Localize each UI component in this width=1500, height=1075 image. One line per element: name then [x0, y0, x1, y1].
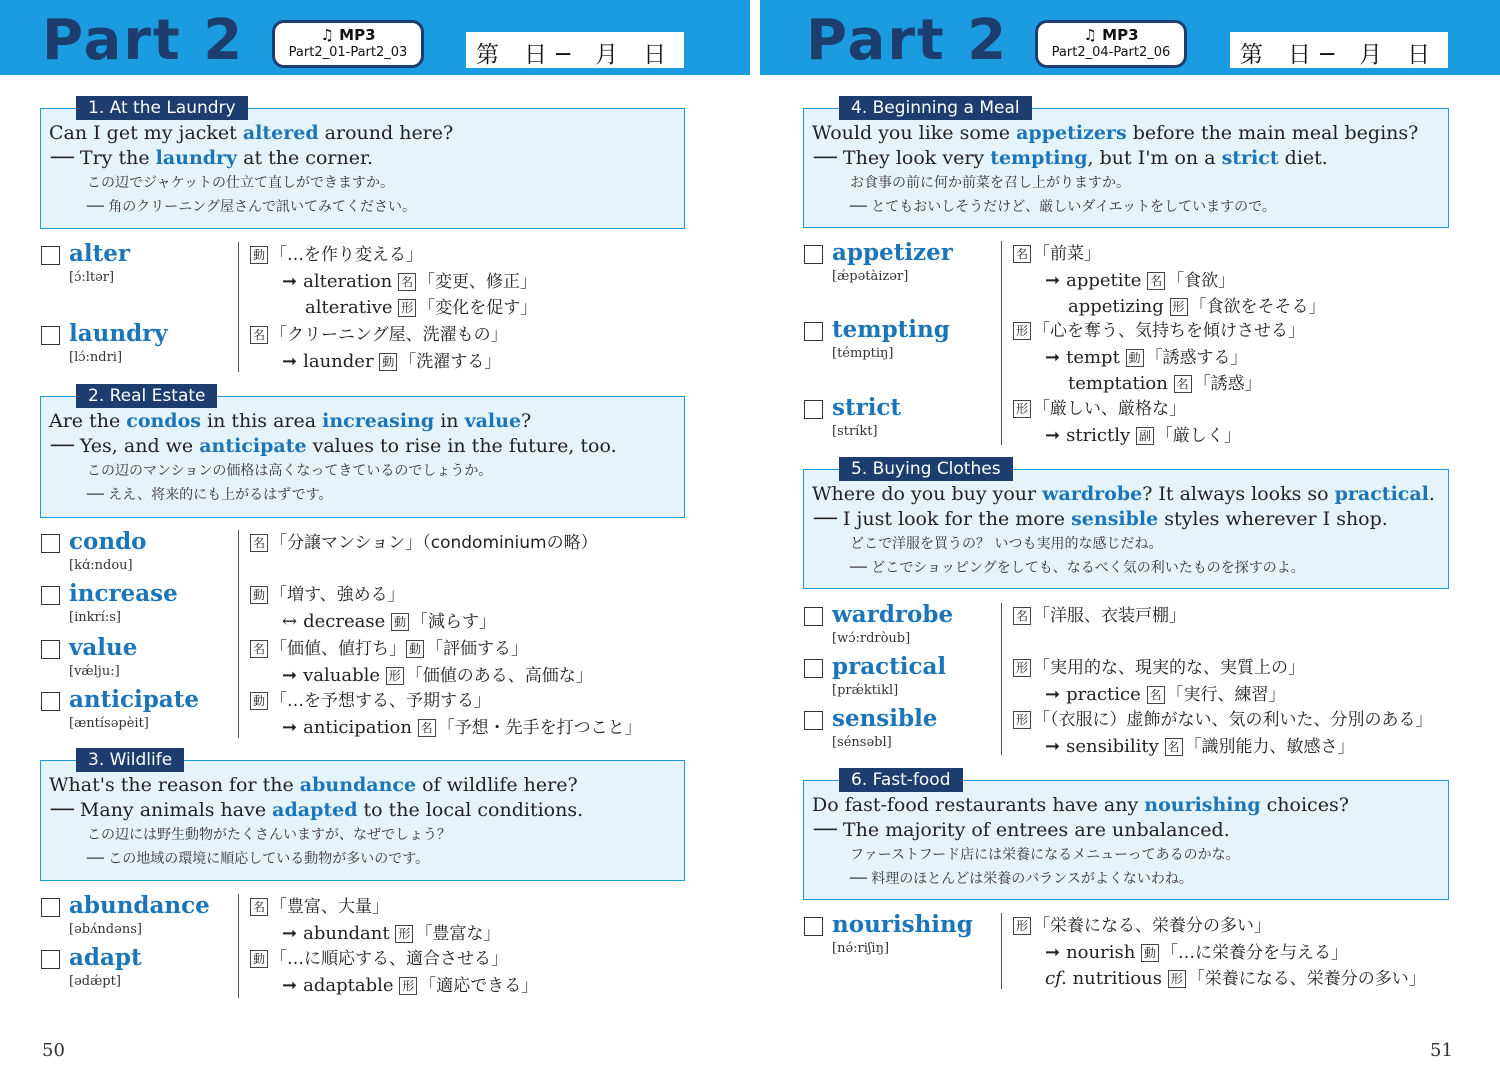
- definition-line: [1013, 734, 1433, 761]
- vocab-word: alter: [69, 240, 131, 267]
- arrow-icon: ↔: [282, 610, 298, 632]
- definition-line: [250, 973, 538, 1000]
- vocab-word: nourishing: [832, 911, 973, 938]
- definition-line: [250, 663, 593, 690]
- definition-line: [1013, 423, 1241, 450]
- dialogue-box: [803, 780, 1449, 900]
- text-segment: ? It always looks so: [1142, 483, 1335, 505]
- definition-line: [250, 530, 598, 557]
- pos-badge: 名: [398, 273, 416, 291]
- pronunciation: [sénsəbl]: [832, 735, 892, 750]
- pronunciation: [nə́:riʃiŋ]: [832, 941, 890, 956]
- checkbox[interactable]: [41, 534, 60, 553]
- pronunciation: [ǽpətàizər]: [832, 269, 909, 284]
- vocab-word: wardrobe: [832, 601, 954, 628]
- pos-badge: 動: [1126, 349, 1144, 367]
- dialogue-question: [812, 793, 1440, 818]
- pos-badge: 名: [1174, 375, 1192, 393]
- meaning-jp: 「…を作り変える」: [270, 245, 423, 265]
- pronunciation: [prǽktikl]: [832, 683, 899, 698]
- pos-badge: 名: [418, 719, 436, 737]
- keyword: strict: [1221, 147, 1279, 169]
- pos-badge: 動: [250, 586, 268, 604]
- definitions: [250, 242, 537, 322]
- dialogue-answer-jp: ── この地域の環境に順応している動物が多いのです。: [87, 851, 430, 867]
- definitions: [250, 582, 496, 635]
- pronunciation: [vǽlju:]: [69, 664, 120, 679]
- checkbox[interactable]: [804, 917, 823, 936]
- vocab-word: sensible: [832, 705, 938, 732]
- text-segment: values to rise in the future, too.: [306, 435, 617, 457]
- dialogue-box: [40, 108, 685, 229]
- arrow-icon: ➞: [1045, 683, 1061, 705]
- definition-line: [1013, 966, 1426, 993]
- part-title: Part 2: [806, 8, 1009, 73]
- mp3-label: ♫ MP3: [320, 26, 376, 44]
- keyword: appetizers: [1016, 122, 1127, 144]
- vocab-word: strict: [832, 394, 902, 421]
- pronunciation: [wɔ́:rdròub]: [832, 631, 911, 646]
- meaning-jp: 「誘惑」: [1193, 374, 1262, 394]
- checkbox[interactable]: [804, 245, 823, 264]
- keyword: laundry: [155, 147, 238, 169]
- text-segment: ── The majority of entrees are unbalanced.: [814, 819, 1230, 841]
- meaning-jp: 「変更、修正」: [417, 271, 537, 292]
- text-segment: , but I'm on a: [1087, 147, 1222, 169]
- definition-line: [1013, 655, 1305, 682]
- text-segment: .: [1428, 483, 1435, 505]
- meaning-jp: 「クリーニング屋、洗濯もの」: [270, 325, 508, 345]
- section-title: 5. Buying Clothes: [839, 457, 1013, 481]
- pronunciation: [ɔ́:ltər]: [69, 270, 115, 285]
- dialogue-answer-jp: ── どこでショッピングをしても、なるべく気の利いたものを探すのよ。: [850, 560, 1305, 576]
- pos-badge: 名: [250, 640, 268, 658]
- definition-line: [250, 322, 508, 349]
- related-word: appetizing: [1068, 296, 1164, 317]
- dialogue-answer: [812, 146, 1440, 171]
- meaning-jp: 「実行、練習」: [1166, 684, 1286, 705]
- definition-line: [250, 295, 537, 322]
- meaning-jp: 「豊富な」: [415, 923, 501, 944]
- pronunciation: [æntísəpèit]: [69, 716, 149, 731]
- text-segment: Can I get my jacket: [49, 122, 243, 144]
- text-segment: ── They look very: [814, 147, 991, 169]
- meaning-jp: 「価値のある、高価な」: [405, 665, 593, 686]
- checkbox[interactable]: [41, 586, 60, 605]
- related-word: decrease: [303, 610, 386, 632]
- meaning-jp: 「…に栄養分を与える」: [1161, 942, 1349, 963]
- text-segment: Where do you buy your: [812, 483, 1043, 505]
- related-word: launder: [303, 350, 374, 372]
- dialogue-answer-jp: ── 角のクリーニング屋さんで訊いてみてください。: [87, 199, 417, 215]
- arrow-icon: ➞: [1045, 424, 1061, 446]
- vocab-word: appetizer: [832, 239, 953, 266]
- meaning-jp: 「増す、強める」: [270, 585, 405, 605]
- pronunciation: [ədǽpt]: [69, 974, 121, 989]
- checkbox[interactable]: [41, 326, 60, 345]
- arrow-icon: ➞: [1045, 269, 1061, 291]
- vocab-word: tempting: [832, 316, 950, 343]
- definitions: [1013, 396, 1241, 449]
- related-word: sensibility: [1066, 735, 1159, 757]
- dialogue-question: [49, 773, 676, 798]
- text-segment: before the main meal begins?: [1126, 122, 1419, 144]
- section-title: 1. At the Laundry: [76, 96, 248, 120]
- pos-badge: 名: [1013, 607, 1031, 625]
- checkbox[interactable]: [804, 322, 823, 341]
- text-segment: around here?: [318, 122, 454, 144]
- dialogue-question: [812, 482, 1440, 507]
- related-word: alteration: [303, 270, 393, 292]
- definitions: [1013, 318, 1305, 398]
- pos-badge: 名: [1147, 686, 1165, 704]
- pos-badge: 形: [395, 925, 413, 943]
- text-segment: styles wherever I shop.: [1158, 508, 1388, 530]
- arrow-icon: ➞: [1045, 941, 1061, 963]
- divider: [1001, 913, 1002, 989]
- text-segment: at the corner.: [237, 147, 373, 169]
- dialogue-question-jp: どこで洋服を買うの？ いつも実用的な感じだね。: [850, 536, 1163, 552]
- divider: [238, 894, 239, 998]
- meaning-jp: 「栄養になる、栄養分の多い」: [1033, 916, 1271, 936]
- dialogue-answer: [49, 434, 676, 459]
- definition-line: [250, 688, 642, 715]
- definition-line: [250, 894, 500, 921]
- pos-badge: 名: [1013, 245, 1031, 263]
- keyword: practical: [1334, 483, 1429, 505]
- definition-line: [250, 715, 642, 742]
- definition-line: [250, 946, 538, 973]
- mp3-tracks: Part2_04-Part2_06: [1051, 45, 1171, 60]
- meaning-jp: 「前菜」: [1033, 244, 1101, 264]
- dialogue-answer-jp: ── 料理のほとんどは栄養のバランスがよくないわね。: [850, 871, 1193, 887]
- section-title: 6. Fast-food: [839, 768, 963, 792]
- arrow-icon: ➞: [1045, 346, 1061, 368]
- section-title: 3. Wildlife: [76, 748, 184, 772]
- arrow-icon: ➞: [1045, 735, 1061, 757]
- divider: [238, 242, 239, 372]
- keyword: abundance: [299, 774, 417, 796]
- text-segment: to the local conditions.: [357, 799, 584, 821]
- pos-badge: 名: [250, 326, 268, 344]
- keyword: anticipate: [199, 435, 307, 457]
- date-field[interactable]: 第 日 ─ 月 日: [466, 32, 684, 68]
- dialogue-question-jp: この辺には野生動物がたくさんいますが、なぜでしょう？: [87, 827, 451, 843]
- mp3-badge: [1035, 20, 1187, 68]
- text-segment: choices?: [1260, 794, 1349, 816]
- pos-badge: 形: [1013, 711, 1031, 729]
- dialogue-box: [803, 469, 1449, 589]
- related-word: adaptable: [303, 974, 394, 996]
- checkbox[interactable]: [41, 246, 60, 265]
- pos-badge: 形: [1013, 322, 1031, 340]
- related-word: tempt: [1066, 346, 1120, 368]
- pos-badge: 名: [1147, 272, 1165, 290]
- definitions: [250, 688, 642, 741]
- text-segment: ── I just look for the more: [814, 508, 1072, 530]
- checkbox[interactable]: [804, 607, 823, 626]
- pos-badge: 形: [1170, 298, 1188, 316]
- page-header: [0, 0, 750, 75]
- text-segment: What's the reason for the: [49, 774, 300, 796]
- dialogue-question-jp: この辺でジャケットの仕立て直しができますか。: [87, 175, 395, 191]
- meaning-jp: 「…を予想する、予期する」: [270, 691, 491, 711]
- meaning-jp: 「厳しい、厳格な」: [1033, 399, 1186, 419]
- related-word: valuable: [303, 664, 381, 686]
- checkbox[interactable]: [41, 692, 60, 711]
- keyword: condos: [126, 410, 201, 432]
- mp3-badge: [272, 20, 424, 68]
- text-segment: in this area: [200, 410, 323, 432]
- definition-line: [1013, 318, 1305, 345]
- definition-line: [250, 242, 537, 269]
- keyword: increasing: [322, 410, 435, 432]
- dialogue-box: [40, 396, 685, 518]
- meaning-jp: 「評価する」: [426, 639, 528, 659]
- dialogue-answer: [49, 798, 676, 823]
- meaning-jp: 「価値、値打ち」: [270, 639, 406, 659]
- pos-badge: 名: [250, 534, 268, 552]
- related-word: anticipation: [303, 716, 412, 738]
- definition-line: [250, 582, 496, 609]
- pos-badge: 動: [250, 950, 268, 968]
- meaning-jp: 「減らす」: [410, 611, 496, 632]
- page-header: [760, 0, 1500, 75]
- related-word: abundant: [303, 922, 390, 944]
- arrow-icon: ➞: [282, 922, 298, 944]
- arrow-icon: ➞: [282, 270, 298, 292]
- pos-badge: 副: [1136, 427, 1154, 445]
- section-title: 2. Real Estate: [76, 384, 217, 408]
- definitions: [250, 894, 500, 947]
- pronunciation: [inkrí:s]: [69, 610, 121, 625]
- dialogue-answer: [812, 818, 1440, 843]
- vocab-word: anticipate: [69, 686, 199, 713]
- dialogue-question: [49, 121, 676, 146]
- definition-line: [250, 921, 500, 948]
- meaning-jp: 「心を奪う、気持ちを傾けさせる」: [1033, 321, 1305, 341]
- divider: [1001, 603, 1002, 755]
- pos-badge: 名: [250, 898, 268, 916]
- definition-line: [250, 636, 593, 663]
- arrow-icon: ➞: [282, 716, 298, 738]
- related-word: practice: [1066, 683, 1141, 705]
- checkbox[interactable]: [804, 659, 823, 678]
- definitions: [1013, 603, 1186, 630]
- vocab-word: value: [69, 634, 138, 661]
- definitions: [1013, 707, 1433, 760]
- divider: [238, 530, 239, 738]
- pos-badge: 形: [398, 299, 416, 317]
- definition-line: [1013, 940, 1426, 967]
- pos-badge: 動: [379, 353, 397, 371]
- part-title: Part 2: [42, 8, 245, 73]
- pos-badge: 動: [406, 640, 424, 658]
- definition-line: [1013, 371, 1305, 398]
- vocab-word: practical: [832, 653, 947, 680]
- vocab-word: increase: [69, 580, 178, 607]
- related-word: temptation: [1068, 373, 1168, 394]
- definitions: [250, 946, 538, 999]
- meaning-jp: 「洗濯する」: [399, 351, 502, 372]
- meaning-jp: 「洋服、衣装戸棚」: [1033, 606, 1186, 626]
- arrow-icon: ➞: [282, 974, 298, 996]
- text-segment: in: [434, 410, 465, 432]
- definition-line: [250, 609, 496, 636]
- text-segment: diet.: [1278, 147, 1328, 169]
- pos-badge: 形: [1013, 659, 1031, 677]
- meaning-jp: 「変化を促す」: [418, 298, 538, 318]
- arrow-icon: ➞: [282, 664, 298, 686]
- definitions: [1013, 913, 1426, 993]
- definition-line: [1013, 268, 1326, 295]
- meaning-jp: 「予想・先手を打つこと」: [437, 717, 642, 738]
- definitions: [1013, 655, 1305, 708]
- pos-badge: 名: [1165, 738, 1183, 756]
- vocab-word: condo: [69, 528, 147, 555]
- definition-line: [1013, 707, 1433, 734]
- vocab-word: abundance: [69, 892, 210, 919]
- meaning-jp: 「豊富、大量」: [270, 897, 389, 917]
- meaning-jp: 「識別能力、敏感さ」: [1184, 736, 1355, 757]
- keyword: altered: [242, 122, 319, 144]
- dialogue-question: [49, 409, 676, 434]
- definition-line: [250, 269, 537, 296]
- keyword: value: [464, 410, 522, 432]
- mp3-tracks: Part2_01-Part2_03: [288, 45, 408, 60]
- definition-line: [1013, 913, 1426, 940]
- related-word: alterative: [305, 297, 393, 318]
- related-word: nutritious: [1072, 968, 1162, 989]
- divider: [1001, 241, 1002, 445]
- related-word: appetite: [1066, 269, 1142, 291]
- meaning-jp: 「（衣服に）虚飾がない、気の利いた、分別のある」: [1033, 710, 1433, 730]
- dialogue-question-jp: お食事の前に何か前菜を召し上がりますか。: [850, 175, 1130, 191]
- definition-line: [250, 349, 508, 376]
- dialogue-answer: [812, 507, 1440, 532]
- text-segment: ── Many animals have: [51, 799, 273, 821]
- definition-line: [1013, 345, 1305, 372]
- definition-line: [1013, 396, 1241, 423]
- meaning-jp: 「誘惑する」: [1145, 347, 1248, 368]
- keyword: adapted: [272, 799, 358, 821]
- page-number: 50: [42, 1040, 65, 1061]
- pos-badge: 形: [1013, 400, 1031, 418]
- checkbox[interactable]: [804, 711, 823, 730]
- definitions: [250, 636, 593, 689]
- checkbox[interactable]: [41, 898, 60, 917]
- dialogue-question-jp: ファーストフード店には栄養になるメニューってあるのかな。: [850, 847, 1240, 863]
- pos-badge: 動: [391, 613, 409, 631]
- pronunciation: [kɑ́:ndou]: [69, 558, 133, 573]
- pronunciation: [stríkt]: [832, 424, 878, 439]
- meaning-jp: 「分譲マンション」（condominiumの略）: [270, 533, 598, 553]
- dialogue-answer: [49, 146, 676, 171]
- definition-line: [1013, 294, 1326, 321]
- pos-badge: 形: [1168, 970, 1186, 988]
- meaning-jp: 「…に順応する、適合させる」: [270, 949, 508, 969]
- meaning-jp: 「実用的な、現実的な、実質上の」: [1033, 658, 1305, 678]
- definition-line: [1013, 603, 1186, 630]
- pos-badge: 動: [250, 246, 268, 264]
- text-segment: of wildlife here?: [416, 774, 578, 796]
- definitions: [250, 530, 598, 557]
- dialogue-box: [40, 760, 685, 881]
- pronunciation: [lɔ́:ndri]: [69, 350, 123, 365]
- related-word: nourish: [1066, 941, 1136, 963]
- pronunciation: [əbʌ́ndəns]: [69, 922, 142, 937]
- pos-badge: 形: [386, 667, 404, 685]
- page-number: 51: [1430, 1040, 1453, 1061]
- definitions: [1013, 241, 1326, 321]
- pronunciation: [témptiŋ]: [832, 346, 894, 361]
- vocab-word: laundry: [69, 320, 168, 347]
- dialogue-question: [812, 121, 1440, 146]
- dialogue-box: [803, 108, 1449, 228]
- date-field[interactable]: 第 日 ─ 月 日: [1230, 32, 1448, 68]
- dialogue-question-jp: この辺のマンションの価格は高くなってきているのでしょうか。: [87, 463, 493, 479]
- definitions: [250, 322, 508, 375]
- text-segment: ── Try the: [51, 147, 156, 169]
- definition-line: [1013, 682, 1305, 709]
- text-segment: Are the: [49, 410, 127, 432]
- cf-label: cf.: [1045, 968, 1067, 989]
- page-right: [760, 0, 1500, 1075]
- meaning-jp: 「栄養になる、栄養分の多い」: [1187, 969, 1426, 989]
- keyword: tempting: [990, 147, 1088, 169]
- meaning-jp: 「食欲」: [1167, 270, 1236, 291]
- dialogue-answer-jp: ── とてもおいしそうだけど、厳しいダイエットをしていますので。: [850, 199, 1276, 215]
- vocab-word: adapt: [69, 944, 142, 971]
- meaning-jp: 「厳しく」: [1155, 425, 1241, 446]
- pos-badge: 動: [1141, 944, 1159, 962]
- mp3-label: ♫ MP3: [1083, 26, 1139, 44]
- meaning-jp: 「適応できる」: [419, 975, 539, 996]
- keyword: nourishing: [1144, 794, 1261, 816]
- arrow-icon: ➞: [282, 350, 298, 372]
- meaning-jp: 「食欲をそそる」: [1189, 297, 1326, 317]
- related-word: strictly: [1066, 424, 1131, 446]
- text-segment: Would you like some: [812, 122, 1017, 144]
- keyword: sensible: [1071, 508, 1159, 530]
- keyword: wardrobe: [1042, 483, 1143, 505]
- checkbox[interactable]: [41, 640, 60, 659]
- text-segment: Do fast-food restaurants have any: [812, 794, 1145, 816]
- pos-badge: 形: [1013, 917, 1031, 935]
- checkbox[interactable]: [41, 950, 60, 969]
- definition-line: [1013, 241, 1326, 268]
- text-segment: ?: [521, 410, 532, 432]
- pos-badge: 動: [250, 692, 268, 710]
- text-segment: ── Yes, and we: [51, 435, 200, 457]
- pos-badge: 形: [399, 977, 417, 995]
- checkbox[interactable]: [804, 400, 823, 419]
- dialogue-answer-jp: ── ええ、将来的にも上がるはずです。: [87, 487, 333, 503]
- section-title: 4. Beginning a Meal: [839, 96, 1032, 120]
